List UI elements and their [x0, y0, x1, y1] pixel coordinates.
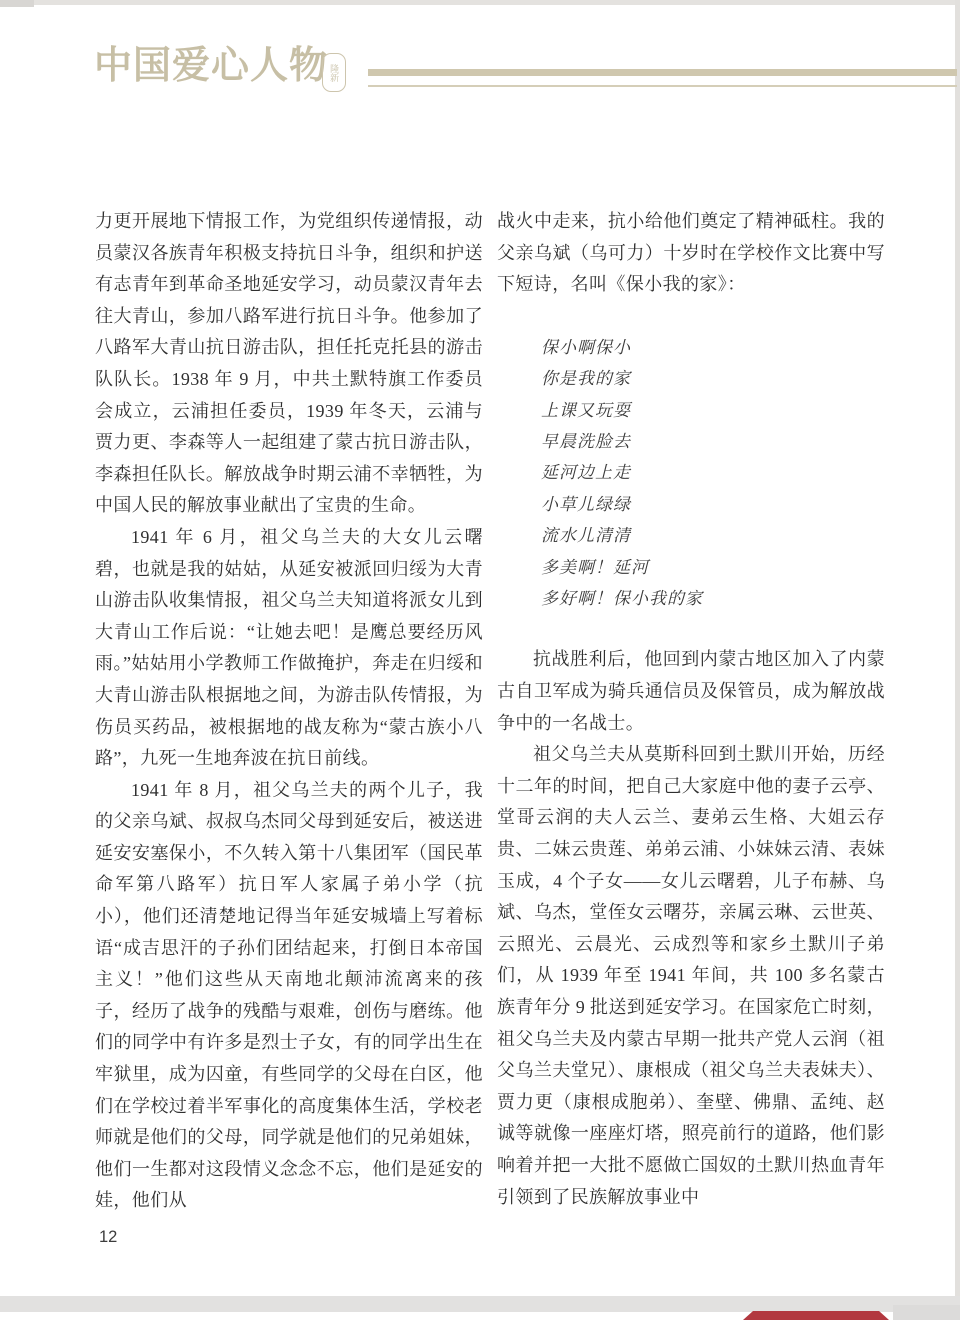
poem-line: 保小啊保小 [541, 337, 631, 357]
bottom-right-corner-shade [893, 1305, 960, 1320]
poem-line: 早晨洗脸去 [541, 432, 631, 451]
page-edge-notch [0, 0, 34, 7]
masthead-seal-icon [322, 53, 346, 92]
right-column-continuation [497, 644, 885, 1213]
poem-line: 上课又玩耍 [541, 400, 631, 420]
page-edge-right [955, 0, 960, 1320]
page-number: 12 [99, 1228, 118, 1246]
poem-block [541, 332, 885, 615]
bottom-red-banner [743, 1311, 889, 1320]
body-paragraph: 战火中走来，抗小给他们奠定了精神砥柱。我的父亲乌斌（乌可力）十岁时在学校作文比赛中写下短诗，名叫《保小我的家》： [497, 211, 885, 295]
bottom-gray-band [0, 1296, 960, 1312]
header-rule-thick [368, 69, 957, 76]
poem-line: 多好啊！保小我的家 [541, 589, 703, 609]
poem-line: 流水儿清清 [541, 526, 631, 546]
body-paragraph: 祖父乌兰夫从莫斯科回到土默川开始，历经十二年的时间，把自己大家庭中他的妻子云亭、堂哥云润的夫人云兰、妻弟云生格、大姐云存贵、二妹云贵莲、弟弟云浦、小妹妹云清、表妹玉成，4 个子女——女儿云曙碧，儿子布赫、乌斌、乌杰，堂侄女云曙芬，亲属云琳、云世英、云照光、云晨光、云成烈等和家乡土默川子弟们，从 1939 年至 1941 年间，共 100 多名蒙古族青年分 9 批送到延安学习。在国家危亡时刻，祖父乌兰夫及内蒙古早期一批共产党人云润（祖父乌兰夫堂兄）、康根成（祖父乌兰夫表妹夫）、贾力更（康根成胞弟）、奎壁、佛鼎、孟纯、赵诚等就像一座座灯塔，照亮前行的道路，他们影响着并把一大批不愿做亡国奴的土默川热血青年引领到了民族解放事业中 [497, 744, 885, 1207]
header-rule-thin [368, 85, 957, 87]
body-paragraph: 抗战胜利后，他回到内蒙古地区加入了内蒙古自卫军成为骑兵通信员及保管员，成为解放战争中的一名战士。 [497, 649, 885, 733]
poem-line: 你是我的家 [541, 369, 631, 389]
page-edge-top [0, 0, 960, 5]
masthead-title: 中国爱心人物 [94, 45, 329, 87]
right-text-column [497, 206, 885, 1213]
body-paragraph: 力更开展地下情报工作，为党组织传递情报，动员蒙汉各族青年积极支持抗日斗争，组织和护送有志青年到革命圣地延安学习，动员蒙汉青年去往大青山，参加八路军进行抗日斗争。他参加了八路军大青山抗日游击队，担任托克托县的游击队队长。1938 年 9 月，中共土默特旗工作委员会成立，云浦担任委员，1939 年冬天，云浦与贾力更、李森等人一起组建了蒙古抗日游击队，李森担任队长。解放战争时期云浦不幸牺牲，为中国人民的解放事业献出了宝贵的生命。 [95, 211, 483, 516]
poem-line: 多美啊！延河 [541, 557, 649, 577]
seal-characters: 隆新 [329, 63, 340, 82]
poem-line: 延河边上走 [541, 463, 631, 483]
body-paragraph: 1941 年 8 月，祖父乌兰夫的两个儿子，我的父亲乌斌、叔叔乌杰同父母到延安后，被送进延安安塞保小，不久转入第十八集团军（国民革命军第八路军）抗日军人家属子弟小学（抗小），他们还清楚地记得当年延安城墙上写着标语“成吉思汗的子孙们团结起来，打倒日本帝国主义！”他们这些从天南地北颠沛流离来的孩子，经历了战争的残酷与艰难，创伤与磨练。他们的同学中有许多是烈士子女，有的同学出生在牢狱里，成为囚童，有些同学的父母在白区，他们在学校过着半军事化的高度集体生活，学校老师就是他们的父母，同学就是他们的兄弟姐妹，他们一生都对这段情义念念不忘，他们是延安的娃，他们从 [95, 779, 483, 1211]
body-paragraph: 1941 年 6 月，祖父乌兰夫的大女儿云曙碧，也就是我的姑姑，从延安被派回归绥为大青山游击队收集情报，祖父乌兰夫知道将派女儿到大青山工作后说：“让她去吧！是鹰总要经历风雨。”姑姑用小学教师工作做掩护，奔走在归绥和大青山游击队根据地之间，为游击队传情报，为伤员买药品，被根据地的战友称为“蒙古族小八路”，九死一生地奔波在抗日前线。 [95, 526, 483, 769]
left-text-column [95, 206, 483, 1217]
poem-line: 小草儿绿绿 [541, 494, 631, 514]
